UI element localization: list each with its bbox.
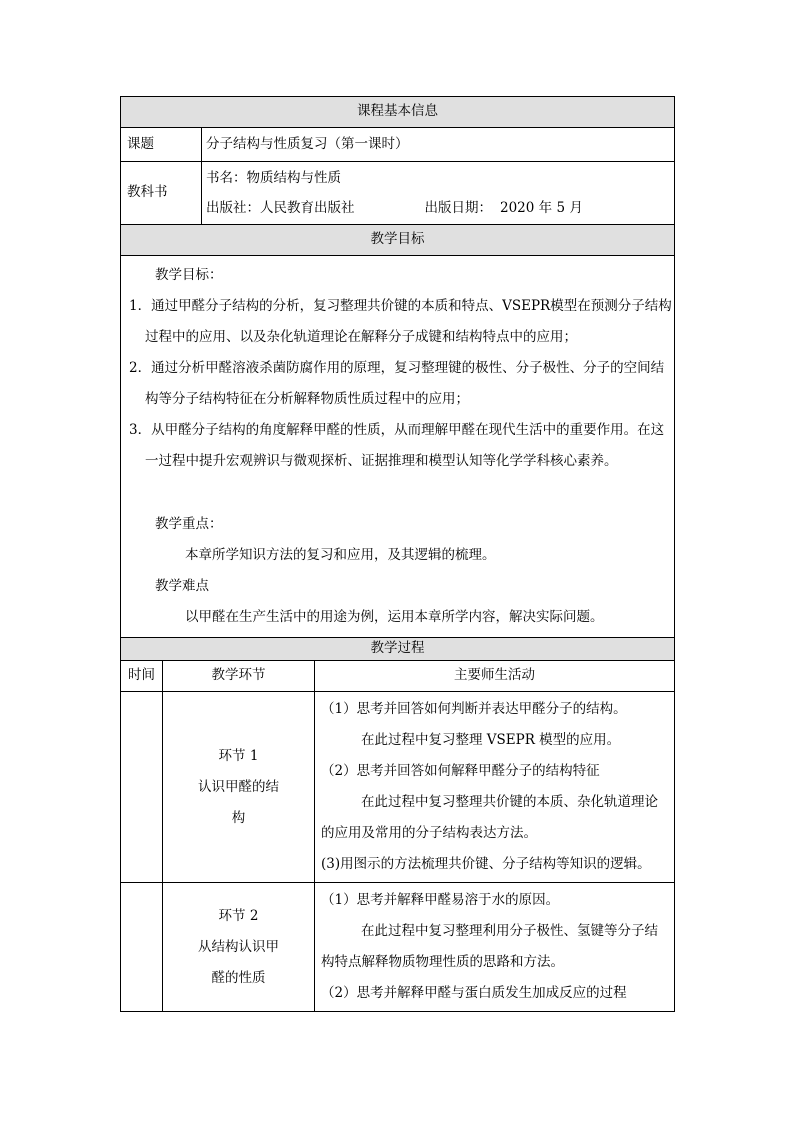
textbook-info	[202, 162, 675, 225]
pub-date-label: 出版日期：	[424, 200, 492, 216]
textbook-label: 教科书	[121, 162, 202, 225]
activity-item: 在此过程中复习整理 VSEPR 模型的应用。	[361, 732, 621, 748]
activity-item: (3)用图示的方法梳理共价键、分子结构等知识的逻辑。	[321, 856, 651, 872]
col-activity-header: 主要师生活动	[315, 661, 675, 692]
activity-item: （1）思考并回答如何判断并表达甲醛分子的结构。	[321, 701, 627, 717]
stage-activities	[315, 883, 675, 1012]
goal-item: 2．通过分析甲醛溶液杀菌防腐作用的原理，复习整理键的极性、分子极性、分子的空间结构等分子结构特征在分析解释物质性质过程中的应用；	[129, 360, 665, 407]
goals-header: 教学目标	[121, 225, 675, 256]
key-point-text: 本章所学知识方法的复习和应用，及其逻辑的梳理。	[185, 547, 496, 563]
stage-name: 环节 1 认识甲醛的结 构	[163, 692, 315, 883]
stage-activities	[315, 692, 675, 883]
stage-name: 环节 2 从结构认识甲 醛的性质	[163, 883, 315, 1012]
goal-item: 1．通过甲醛分子结构的分析，复习整理共价键的本质和特点、VSEPR模型在预测分子结构过程中的应用、以及杂化轨道理论在解释分子成键和结构特点中的应用；	[129, 298, 672, 345]
goals-body	[121, 256, 675, 638]
publisher-line	[206, 193, 674, 223]
topic-value: 分子结构与性质复习（第一课时）	[202, 128, 675, 162]
col-stage-header: 教学环节	[163, 661, 315, 692]
basic-info-header: 课程基本信息	[121, 97, 675, 128]
spacer	[125, 477, 674, 509]
stage-time	[121, 692, 163, 883]
goals-intro: 教学目标：	[155, 267, 223, 283]
activity-item: （2）思考并解释甲醛与蛋白质发生加成反应的过程	[321, 985, 627, 1001]
stage-row	[121, 883, 675, 1012]
activity-item: 在此过程中复习整理利用分子极性、氢键等分子结构特点解释物质物理性质的思路和方法。	[321, 923, 658, 970]
activity-item: 在此过程中复习整理共价键的本质、杂化轨道理论的应用及常用的分子结构表达方法。	[321, 794, 658, 841]
activity-item: （1）思考并解释甲醛易溶于水的原因。	[321, 892, 560, 908]
key-point-label: 教学重点：	[155, 516, 223, 532]
book-name: 书名：物质结构与性质	[206, 170, 341, 186]
stage-time	[121, 883, 163, 1012]
stage-row	[121, 692, 675, 883]
publisher: 出版社：人民教育出版社	[206, 200, 355, 216]
topic-label: 课题	[121, 128, 202, 162]
process-header: 教学过程	[121, 638, 675, 661]
difficulty-text: 以甲醛在生产生活中的用途为例，运用本章所学内容，解决实际问题。	[185, 609, 604, 625]
pub-date-value: 2020 年 5 月	[500, 200, 583, 216]
activity-item: （2）思考并回答如何解释甲醛分子的结构特征	[321, 763, 600, 779]
course-table	[120, 96, 675, 1012]
col-time-header: 时间	[121, 661, 163, 692]
goal-item: 3．从甲醛分子结构的角度解释甲醛的性质，从而理解甲醛在现代生活中的重要作用。在这一过程中提升宏观辨识与微观探析、证据推理和模型认知等化学学科核心素养。	[129, 422, 665, 469]
difficulty-label: 教学难点	[155, 578, 209, 594]
